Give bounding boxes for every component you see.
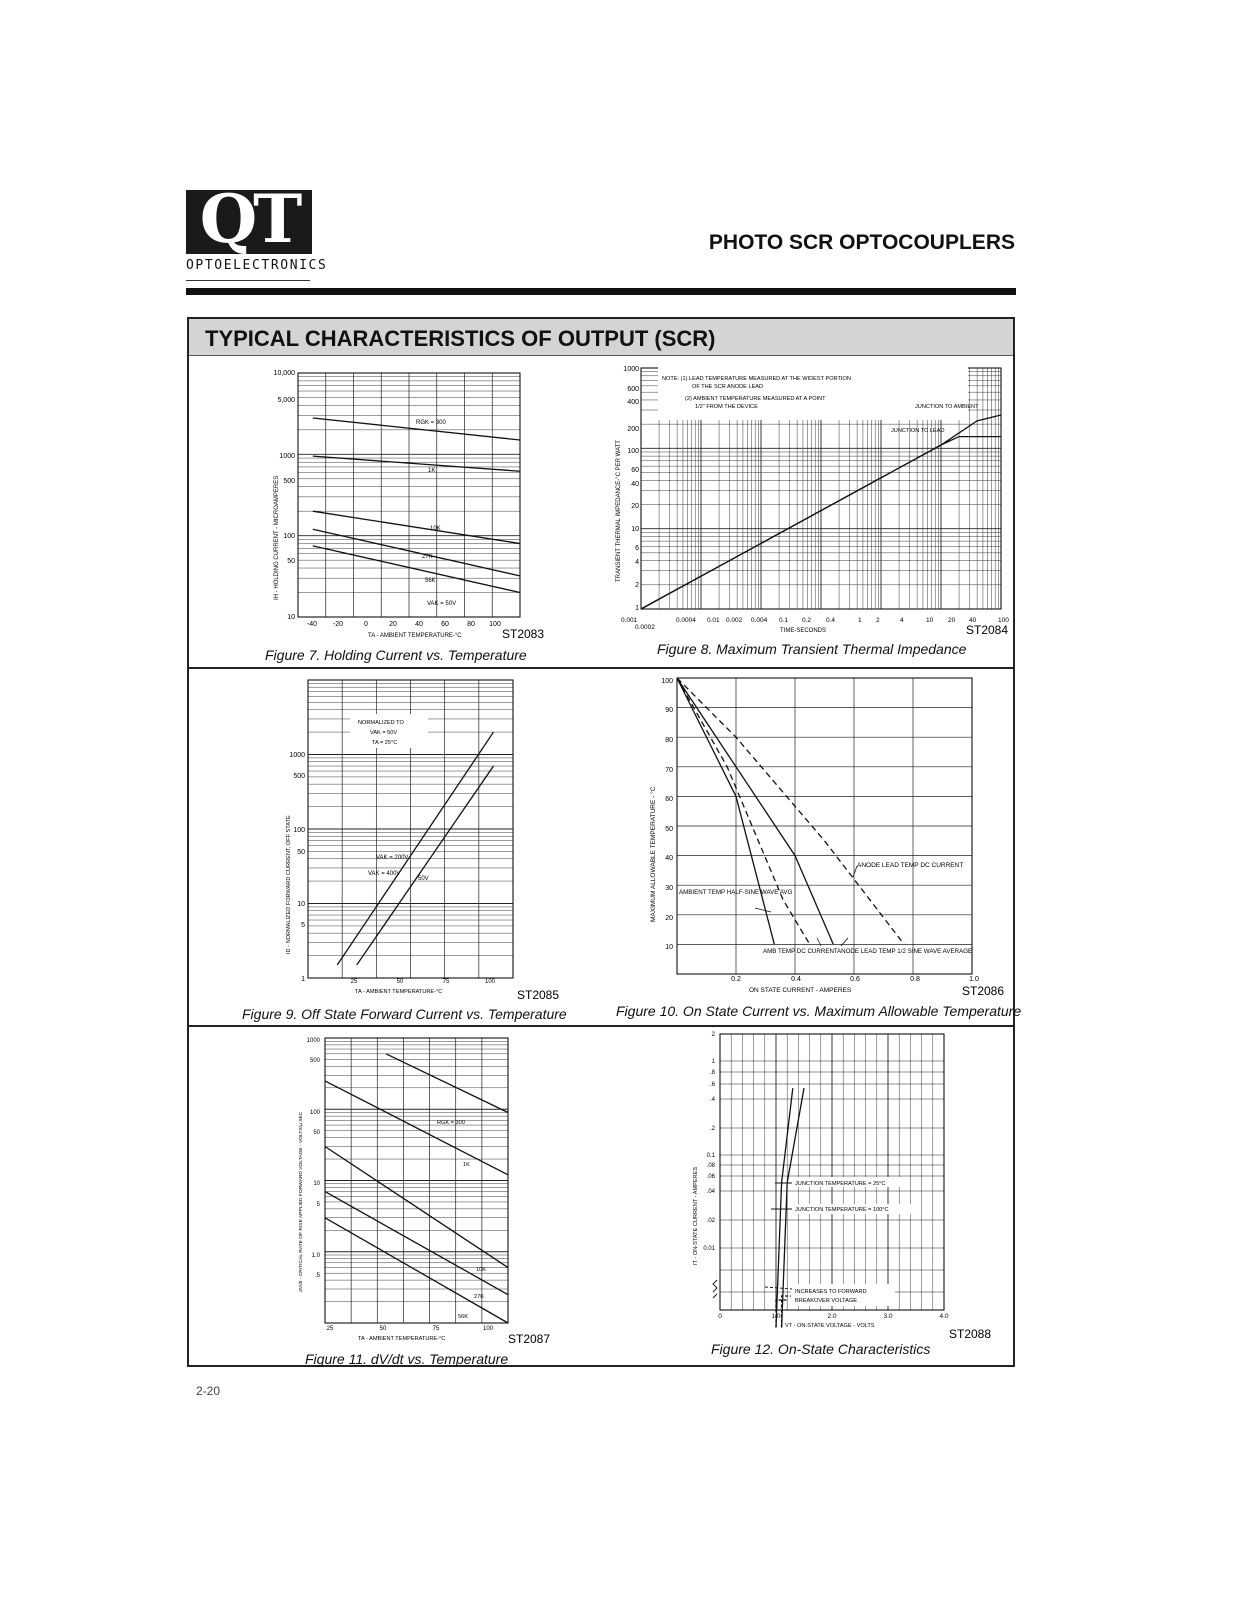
data-line xyxy=(313,456,520,471)
x-tick: 10 xyxy=(926,617,934,624)
x-tick: 20 xyxy=(948,617,956,624)
leader-line xyxy=(755,908,771,912)
row-divider xyxy=(189,667,1013,669)
x-tick: -40 xyxy=(306,621,318,628)
y-tick: 1 xyxy=(711,1059,715,1065)
leader-line xyxy=(841,938,848,946)
y-tick: 400 xyxy=(627,399,639,406)
curve-label: JUNCTION TO AMBIENT xyxy=(915,404,979,410)
x-tick: 100 xyxy=(482,1326,494,1332)
x-axis-label: TA - AMBIENT TEMPERATURE-°C xyxy=(368,633,462,639)
x-tick: 0.2 xyxy=(802,617,812,624)
curve-label: ANODE LEAD TEMP DC CURRENT xyxy=(857,862,964,869)
y-tick: 90 xyxy=(665,707,673,714)
x-tick: 4 xyxy=(900,617,904,624)
y-tick: 4 xyxy=(635,559,639,566)
curve-label: JUNCTION TO LEAD xyxy=(891,428,945,434)
curve-label: AMB TEMP DC CURRENT xyxy=(763,948,838,955)
figure-11-caption: Figure 11. dV/dt vs. Temperature xyxy=(305,1351,509,1367)
data-line xyxy=(386,1054,508,1113)
y-tick: 2 xyxy=(635,582,639,589)
y-tick: 100 xyxy=(283,533,295,540)
data-line xyxy=(313,511,520,543)
row-divider xyxy=(189,1025,1013,1027)
curve-label: 27K xyxy=(474,1294,484,1300)
x-axis-label: VT - ON-STATE VOLTAGE - VOLTS xyxy=(785,1323,875,1329)
y-tick: 10 xyxy=(665,944,673,951)
y-tick: 1000 xyxy=(623,366,639,373)
y-tick: 5 xyxy=(316,1202,320,1208)
x-tick: -20 xyxy=(332,621,344,628)
x-axis-label: ON STATE CURRENT - AMPERES xyxy=(749,987,852,994)
data-line xyxy=(325,1081,508,1175)
y-tick: 10 xyxy=(287,614,295,621)
curve-label: 50V xyxy=(418,876,429,882)
data-line xyxy=(357,766,494,965)
y-tick: .4 xyxy=(709,1097,715,1103)
x-tick: 0.4 xyxy=(826,617,836,624)
chart-series xyxy=(325,1054,508,1323)
curve-label: VAK = 400V xyxy=(368,871,401,877)
x-tick: 4.0 xyxy=(939,1313,949,1320)
x-tick: 1.0 xyxy=(969,976,979,983)
y-tick: 1 xyxy=(635,605,639,612)
data-line xyxy=(677,678,904,944)
curve-label: 1K xyxy=(428,468,436,474)
figure-7-chart xyxy=(190,360,600,665)
note-line: TA = 25°C xyxy=(372,740,398,746)
y-tick: 6 xyxy=(635,545,639,552)
y-tick: 500 xyxy=(293,773,305,780)
x-tick: 50 xyxy=(396,979,404,985)
curve-label: 56K xyxy=(425,578,436,584)
data-line xyxy=(776,1088,793,1327)
data-line xyxy=(677,678,833,944)
x-tick: 0.2 xyxy=(731,976,741,983)
x-axis-label: TA - AMBIENT TEMPERATURE-°C xyxy=(358,1336,446,1342)
y-tick: 1000 xyxy=(289,752,305,759)
figure-code: ST2086 xyxy=(962,984,1005,998)
x-tick: 0.1 xyxy=(779,617,789,624)
chart-series xyxy=(677,678,904,944)
y-tick: 100 xyxy=(293,827,305,834)
y-tick: 100 xyxy=(661,678,673,685)
curve-label: RGK = 300 xyxy=(437,1120,465,1126)
x-tick: 75 xyxy=(432,1326,440,1332)
x-tick: 100 xyxy=(484,979,496,985)
y-tick: 5,000 xyxy=(277,397,295,404)
company-logo: QT xyxy=(199,180,299,258)
y-tick: .2 xyxy=(709,1126,715,1132)
x-tick: 25 xyxy=(326,1326,334,1332)
y-tick: 20 xyxy=(665,915,673,922)
y-tick: 1 xyxy=(301,976,305,983)
figure-10-caption: Figure 10. On State Current vs. Maximum Allowable Temperature xyxy=(616,1003,1022,1019)
figure-10-chart xyxy=(605,672,1015,1002)
x-tick: 1.0 xyxy=(771,1313,781,1320)
y-axis-label: IH - HOLDING CURRENT - MICROAMPERES xyxy=(274,475,280,600)
note-line: NORMALIZED TO xyxy=(358,720,404,726)
chart-grid xyxy=(325,1038,508,1323)
x-tick: 0.001 xyxy=(621,617,638,624)
note-line: VAK = 50V xyxy=(370,730,398,736)
curve-label: 10K xyxy=(430,526,441,532)
x-tick: 40 xyxy=(415,621,423,628)
curve-label: JUNCTION TEMPERATURE = 100°C xyxy=(795,1207,889,1213)
y-tick: 50 xyxy=(313,1130,320,1136)
y-tick: 600 xyxy=(627,386,639,393)
note-line: OF THE SCR ANODE LEAD xyxy=(692,384,764,390)
leader-line xyxy=(817,938,821,946)
axis-break-icon xyxy=(713,1280,717,1298)
x-tick: 0.0004 xyxy=(676,617,696,624)
x-tick: 20 xyxy=(389,621,397,628)
y-tick: 50 xyxy=(665,826,673,833)
figure-code: ST2087 xyxy=(508,1332,551,1346)
y-tick: 5 xyxy=(301,922,305,929)
figure-12-caption: Figure 12. On-State Characteristics xyxy=(711,1341,931,1357)
x-tick: 0.004 xyxy=(751,617,768,624)
y-axis-label: ID - NORMALIZED FORWARD CURRENT, OFF STATE xyxy=(286,815,292,954)
figure-code: ST2084 xyxy=(966,623,1009,637)
y-tick: 80 xyxy=(665,737,673,744)
figure-12-chart xyxy=(605,1030,1015,1365)
section-title: TYPICAL CHARACTERISTICS OF OUTPUT (SCR) xyxy=(205,326,716,351)
figure-code: ST2085 xyxy=(517,988,560,1002)
x-tick: 0.4 xyxy=(791,976,801,983)
figure-8-chart xyxy=(605,360,1015,665)
y-tick: 500 xyxy=(309,1058,320,1064)
x-tick: 40 xyxy=(969,617,977,624)
y-tick: .08 xyxy=(706,1163,715,1169)
y-tick: .04 xyxy=(706,1189,715,1195)
figure-9-caption: Figure 9. Off State Forward Current vs. Temperature xyxy=(242,1006,567,1022)
chart-series xyxy=(337,732,493,965)
page-number: 2-20 xyxy=(196,1384,221,1398)
y-tick: 100 xyxy=(627,448,639,455)
logo-underline xyxy=(186,280,310,281)
y-tick: .06 xyxy=(706,1174,715,1180)
curve-label: VAK = 50V xyxy=(427,601,457,607)
y-tick: 100 xyxy=(309,1110,320,1116)
curve-label: VAK = 200V xyxy=(376,855,409,861)
y-axis-label: TRANSIENT THERMAL IMPEDANCE-°C PER WATT xyxy=(616,440,622,582)
x-tick: 100 xyxy=(489,621,501,628)
figure-9-chart xyxy=(190,672,600,1022)
note-line: (2) AMBIENT TEMPERATURE MEASURED AT A POINT xyxy=(685,396,826,402)
y-tick: 30 xyxy=(665,885,673,892)
note-box xyxy=(658,365,968,420)
x-tick: 0.01 xyxy=(707,617,720,624)
curve-label: 27K xyxy=(422,554,433,560)
y-tick: 50 xyxy=(287,558,295,565)
chart-grid xyxy=(298,373,520,617)
curve-label: ANODE LEAD TEMP 1/2 SINE WAVE AVERAGE xyxy=(837,948,973,955)
y-axis-label: IT - ON-STATE CURRENT - AMPERES xyxy=(693,1166,699,1265)
y-tick: 10,000 xyxy=(273,370,295,377)
x-tick: 0 xyxy=(364,621,368,628)
note-line: NOTE: (1) LEAD TEMPERATURE MEASURED AT THE WIDEST PORTION xyxy=(662,376,851,382)
x-tick: 3.0 xyxy=(883,1313,893,1320)
y-tick: 500 xyxy=(283,478,295,485)
y-tick: 1.0 xyxy=(311,1253,320,1259)
y-tick: 20 xyxy=(631,503,639,510)
company-name: OPTOELECTRONICS xyxy=(186,258,328,273)
x-tick: 0 xyxy=(718,1313,722,1320)
y-tick: .8 xyxy=(709,1070,715,1076)
x-tick: 80 xyxy=(467,621,475,628)
y-tick: 0.1 xyxy=(706,1153,715,1159)
y-axis-label: dV/dt - CRITICAL RATE OF RISE APPLIED FORWARD VOLTAGE - VOLTS/μ SEC xyxy=(299,1111,304,1292)
curve-label: INCREASES TO FORWARD xyxy=(795,1289,867,1295)
x-axis-label: TA - AMBIENT TEMPERATURE-°C xyxy=(355,989,443,995)
y-tick: 40 xyxy=(665,855,673,862)
x-tick: 2.0 xyxy=(827,1313,837,1320)
y-axis-label: MAXIMUM ALLOWABLE TEMPERATURE - °C xyxy=(650,786,657,922)
curve-label: BREAKOVER VOLTAGE xyxy=(795,1298,857,1304)
x-tick: 0.002 xyxy=(726,617,743,624)
note-line: 1/2" FROM THE DEVICE xyxy=(695,404,758,410)
figure-8-caption: Figure 8. Maximum Transient Thermal Impedance xyxy=(657,641,967,657)
y-tick: 2 xyxy=(711,1032,715,1038)
y-tick: 10 xyxy=(313,1181,320,1187)
y-tick: 1000 xyxy=(306,1038,320,1044)
figure-7-caption: Figure 7. Holding Current vs. Temperature xyxy=(265,647,527,663)
header-rule xyxy=(186,288,1016,295)
x-tick: 60 xyxy=(441,621,449,628)
y-tick: 10 xyxy=(297,901,305,908)
x-tick: 75 xyxy=(442,979,450,985)
page-title: PHOTO SCR OPTOCOUPLERS xyxy=(708,231,1015,254)
y-tick: 70 xyxy=(665,767,673,774)
x-tick: 0.6 xyxy=(850,976,860,983)
x-tick: 2 xyxy=(876,617,880,624)
curve-label: 1K xyxy=(463,1162,470,1168)
x-tick: 100 xyxy=(998,617,1009,624)
leader-line xyxy=(765,1287,792,1289)
y-tick: 10 xyxy=(631,526,639,533)
curve-label: RGK = 300 xyxy=(416,420,446,426)
chart-series xyxy=(313,418,520,593)
y-tick: 1000 xyxy=(279,453,295,460)
x-tick: 0.0002 xyxy=(635,624,655,631)
x-tick: 50 xyxy=(379,1326,387,1332)
figure-11-chart xyxy=(190,1030,600,1365)
x-tick: 1 xyxy=(858,617,862,624)
y-tick: 40 xyxy=(631,481,639,488)
curve-label: 56K xyxy=(458,1314,468,1320)
y-tick: .5 xyxy=(314,1273,320,1279)
x-axis-label: TIME-SECONDS xyxy=(780,628,827,634)
y-tick: 60 xyxy=(665,796,673,803)
x-tick: 25 xyxy=(350,979,358,985)
figure-code: ST2088 xyxy=(949,1327,992,1341)
x-tick: 0.8 xyxy=(910,976,920,983)
curve-label: AMBIENT TEMP HALF-SINE WAVE AVG xyxy=(679,889,793,896)
curve-label: 10K xyxy=(476,1267,486,1273)
data-line xyxy=(677,678,774,944)
chart-grid xyxy=(720,1034,944,1310)
y-tick: .02 xyxy=(706,1218,715,1224)
y-tick: 50 xyxy=(297,849,305,856)
curve-label: JUNCTION TEMPERATURE = 25°C xyxy=(795,1181,886,1187)
y-tick: 0.01 xyxy=(703,1246,715,1252)
y-tick: 60 xyxy=(631,467,639,474)
data-line xyxy=(337,732,493,965)
y-tick: 200 xyxy=(627,426,639,433)
y-tick: .6 xyxy=(709,1082,715,1088)
figure-code: ST2083 xyxy=(502,627,545,641)
